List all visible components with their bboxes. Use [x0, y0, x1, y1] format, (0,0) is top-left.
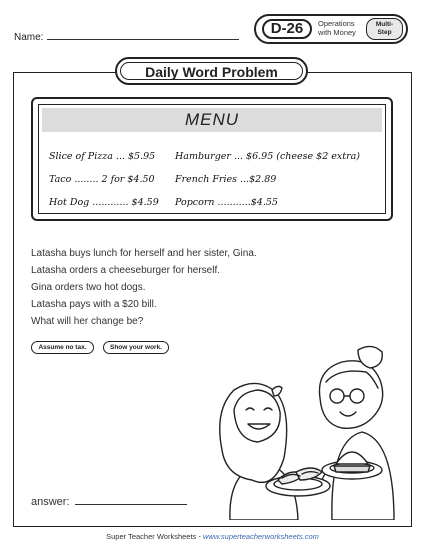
answer-label: answer:	[31, 496, 70, 508]
title-banner	[115, 57, 308, 85]
topic-line-2: with Money	[318, 27, 356, 37]
problem-line: Latasha buys lunch for herself and her sister, Gina.	[31, 248, 257, 259]
answer-field[interactable]	[75, 494, 187, 505]
hint-show-work: Show your work.	[103, 341, 169, 354]
menu-inner-border	[38, 104, 386, 214]
problem-line: Gina orders two hot dogs.	[31, 282, 146, 293]
girls-with-food-illustration	[212, 340, 402, 520]
hint-no-tax: Assume no tax.	[31, 341, 94, 354]
multi-step-tag	[366, 18, 403, 40]
problem-line: Latasha pays with a $20 bill.	[31, 299, 157, 310]
menu-board	[31, 97, 393, 221]
menu-item-hotdog: Hot Dog ............ $4.59	[49, 197, 159, 208]
menu-item-taco: Taco ........ 2 for $4.50	[49, 174, 155, 185]
menu-item-popcorn: Popcorn ...........$4.55	[175, 197, 278, 208]
menu-item-pizza: Slice of Pizza ... $5.95	[49, 151, 156, 162]
name-field[interactable]	[47, 30, 239, 40]
tag-line-2: Step	[377, 29, 392, 36]
problem-line: Latasha orders a cheeseburger for herself.	[31, 265, 220, 276]
name-row	[14, 30, 239, 43]
worksheet-badge	[254, 14, 408, 44]
topic-line-1: Operations	[318, 19, 355, 28]
footer	[0, 532, 425, 541]
problem-line: What will her change be?	[31, 316, 144, 327]
tag-line-1: Multi-	[375, 21, 394, 28]
page-title: Daily Word Problem	[120, 62, 303, 80]
footer-prefix: Super Teacher Worksheets -	[106, 532, 203, 541]
menu-heading: MENU	[42, 108, 382, 132]
answer-row	[31, 494, 187, 508]
worksheet-code: D-26	[262, 19, 312, 39]
problem-text	[31, 245, 257, 330]
menu-item-fries: French Fries ...$2.89	[175, 174, 277, 185]
footer-url-link[interactable]: www.superteacherworksheets.com	[202, 532, 319, 541]
worksheet-topic	[318, 20, 356, 37]
menu-item-hamburger: Hamburger ... $6.95 (cheese $2 extra)	[175, 151, 360, 162]
name-label: Name:	[14, 32, 44, 43]
